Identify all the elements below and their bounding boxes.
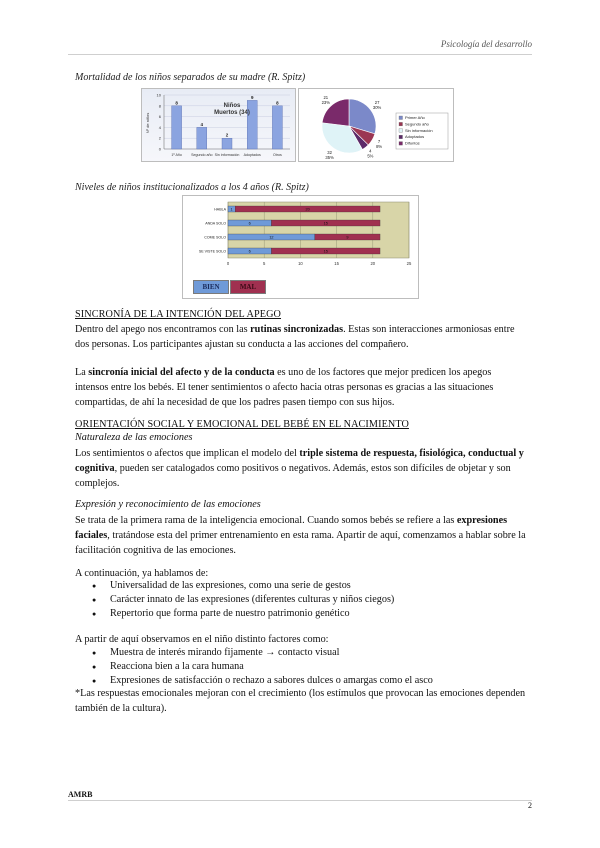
x-tick-label: 15 — [334, 261, 339, 266]
running-header: Psicología del desarrollo — [440, 39, 532, 49]
mortality-bar-chart — [141, 88, 296, 162]
list-item: ● Expresiones de satisfacción o rechazo a sabores dulces o amargas como el asco — [75, 674, 527, 688]
p1-text-bold: rutinas sincronizadas — [250, 324, 344, 335]
bar-value-label: 6 — [248, 249, 251, 254]
pie-value-label: 32 — [327, 150, 332, 156]
legend-entry: Difuntos — [405, 140, 420, 146]
y-tick-label: 10 — [156, 92, 161, 98]
mortality-pie-svg — [299, 89, 453, 161]
legend-entry: Adoptados — [405, 134, 425, 140]
section2-paragraph1 — [75, 446, 527, 491]
p4-text-bold: expresiones faciales — [75, 515, 508, 541]
category-label: ANDA SOLO — [205, 221, 226, 226]
bar-value-label: 12 — [269, 235, 274, 240]
bar-value-label: 9 — [250, 94, 254, 100]
pie-value-label: 7 — [377, 138, 381, 144]
list-item: ● Universalidad de las expresiones, como una serie de gestos — [75, 579, 527, 593]
list1-intro: A continuación, ya hablamos de: — [75, 568, 209, 579]
bar-value-label: 4 — [200, 121, 204, 127]
section2-title: ORIENTACIÓN SOCIAL Y EMOCIONAL DEL BEBÉ EN EL NACIMIENTO — [75, 419, 409, 430]
list1 — [75, 579, 527, 621]
x-tick-label: Sin información — [214, 153, 240, 157]
p1-text-c: . Estas son interacciones armoniosas entre dos personas. Los participantes ajustan su conducta a las acciones del compañero. — [75, 324, 515, 350]
pie-value-label: 27 — [374, 100, 380, 106]
list-item: ● Reacciona bien a la cara humana — [75, 660, 527, 674]
bar — [272, 106, 282, 149]
p3-text-a: Los sentimientos o afectos que implican el modelo del — [75, 448, 300, 459]
footer-author: AMRB — [68, 790, 93, 799]
section1-paragraph2 — [75, 365, 527, 410]
legend-swatch — [399, 122, 403, 126]
x-tick-label: Segundo año — [191, 153, 213, 157]
pie-percent-label: 35% — [325, 155, 334, 161]
page-number: 2 — [528, 801, 532, 810]
bar-value-label: 20 — [305, 207, 310, 212]
category-label: HABLA — [214, 207, 226, 212]
y-tick-label: 6 — [158, 114, 161, 120]
legend-entry: Primer Año — [405, 115, 425, 120]
pie-value-label: 4 — [369, 148, 372, 154]
institutional-bar-svg — [183, 196, 418, 276]
x-tick-label: Otros — [273, 153, 282, 157]
list-item: ● Repertorio que forma parte de nuestro patrimonio genético — [75, 607, 527, 621]
legend-entry: Segundo año — [405, 121, 429, 127]
bar — [197, 127, 207, 149]
bar-value-label: 2 — [225, 132, 229, 138]
chart-title-line1: Niños — [223, 103, 241, 109]
legend-entry: Sin información — [405, 127, 433, 133]
legend-swatch — [399, 135, 403, 139]
list-item: ● Carácter innato de las expresiones (diferentes culturas y niños ciegos) — [75, 593, 527, 607]
note: *Las respuestas emocionales mejoran con el crecimiento (los estímulos que provocan las emociones dependen también de la cultura). — [75, 688, 526, 714]
header-rule — [68, 54, 532, 55]
institutional-chart — [182, 195, 419, 299]
p4-text-a: Se trata de la primera rama de la inteligencia emocional. Cuando somos bebés se refiere a las — [75, 515, 457, 526]
p2-text-a: La — [75, 367, 89, 378]
category-label: SE VISTE SOLO — [198, 249, 226, 254]
y-tick-label: 8 — [158, 103, 161, 109]
x-tick-label: 1º Año — [171, 153, 182, 157]
p3-text-bold: triple sistema de respuesta, fisiológica, conductual y cognitiva — [75, 448, 524, 474]
list2 — [75, 646, 527, 688]
p2-text-c: es uno de los factores que mejor predicen los apegos intensos entre los bebés. El tener sentimientos o afecto hacia otras personas es gracias a las situaciones compartidas, de ahí la necesidad de que los padres pasen tiempo con sus hijos. — [75, 367, 494, 408]
pie-value-label: 21 — [323, 94, 329, 100]
list-item: ● Muestra de interés mirando fijamente → contacto visual — [75, 646, 527, 660]
y-tick-label: 4 — [158, 124, 161, 130]
y-tick-label: 0 — [158, 146, 161, 152]
category-label: COME SOLO — [204, 235, 226, 240]
bar — [222, 138, 232, 149]
section2-paragraph2 — [75, 513, 527, 558]
x-tick-label: 25 — [406, 261, 412, 266]
bar-value-label: 1 — [230, 207, 233, 212]
mortality-bar-svg — [142, 89, 295, 161]
y-tick-label: 2 — [158, 135, 161, 141]
legend-swatch — [399, 129, 403, 133]
list2-intro: A partir de aquí observamos en el niño distinto factores como: — [75, 634, 329, 645]
bar-value-label: 8 — [175, 100, 178, 106]
bar-value-label: 8 — [276, 100, 279, 106]
y-axis-label: Nº de niños — [145, 112, 150, 134]
p4-text-c: , tratándose esta del primer entrenamiento en esta rama. Apartir de aquí, comenzamos a hablar sobre la facilitación cognitiva de las emociones. — [75, 530, 526, 556]
section1-paragraph1 — [75, 322, 527, 352]
legend-good: BIEN — [193, 280, 229, 294]
x-tick-label: 5 — [263, 261, 266, 266]
p3-text-c: , pueden ser catalogados como positivos o negativos. Además, estos son difíciles de objetar y son complejos. — [75, 463, 511, 489]
legend-swatch — [399, 142, 403, 146]
x-tick-label: 0 — [226, 261, 230, 266]
pie-percent-label: 8% — [376, 143, 383, 149]
x-tick-label: 20 — [370, 261, 376, 266]
chart-title-line2: Muertos (34) — [214, 110, 250, 116]
bar — [247, 100, 257, 149]
x-tick-label: Adoptados — [243, 153, 261, 157]
bar-value-label: 15 — [323, 221, 328, 226]
bar — [172, 106, 182, 149]
bar-value-label: 15 — [323, 249, 328, 254]
legend-bad: MAL — [230, 280, 266, 294]
mortality-pie-chart — [298, 88, 454, 162]
section1-title: SINCRONÍA DE LA INTENCIÓN DEL APEGO — [75, 309, 282, 320]
p1-text-a: Dentro del apego nos encontramos con las — [75, 324, 251, 335]
bar-value-label: 9 — [346, 235, 349, 240]
pie-percent-label: 30% — [372, 105, 382, 111]
p2-text-bold: sincronía inicial del afecto y de la conducta — [88, 367, 275, 378]
footer-rule — [68, 800, 532, 801]
legend-swatch — [399, 116, 403, 120]
section2-subtitle2: Expresión y reconocimiento de las emociones — [75, 499, 261, 510]
figure2-caption: Niveles de niños institucionalizados a los 4 años (R. Spitz) — [75, 182, 309, 193]
figure1-caption: Mortalidad de los niños separados de su madre (R. Spitz) — [75, 72, 306, 83]
bar-value-label: 6 — [248, 221, 251, 226]
pie-percent-label: 5% — [367, 153, 374, 159]
pie-percent-label: 23% — [321, 99, 330, 105]
section2-subtitle1: Naturaleza de las emociones — [75, 432, 193, 443]
x-tick-label: 10 — [298, 261, 303, 266]
